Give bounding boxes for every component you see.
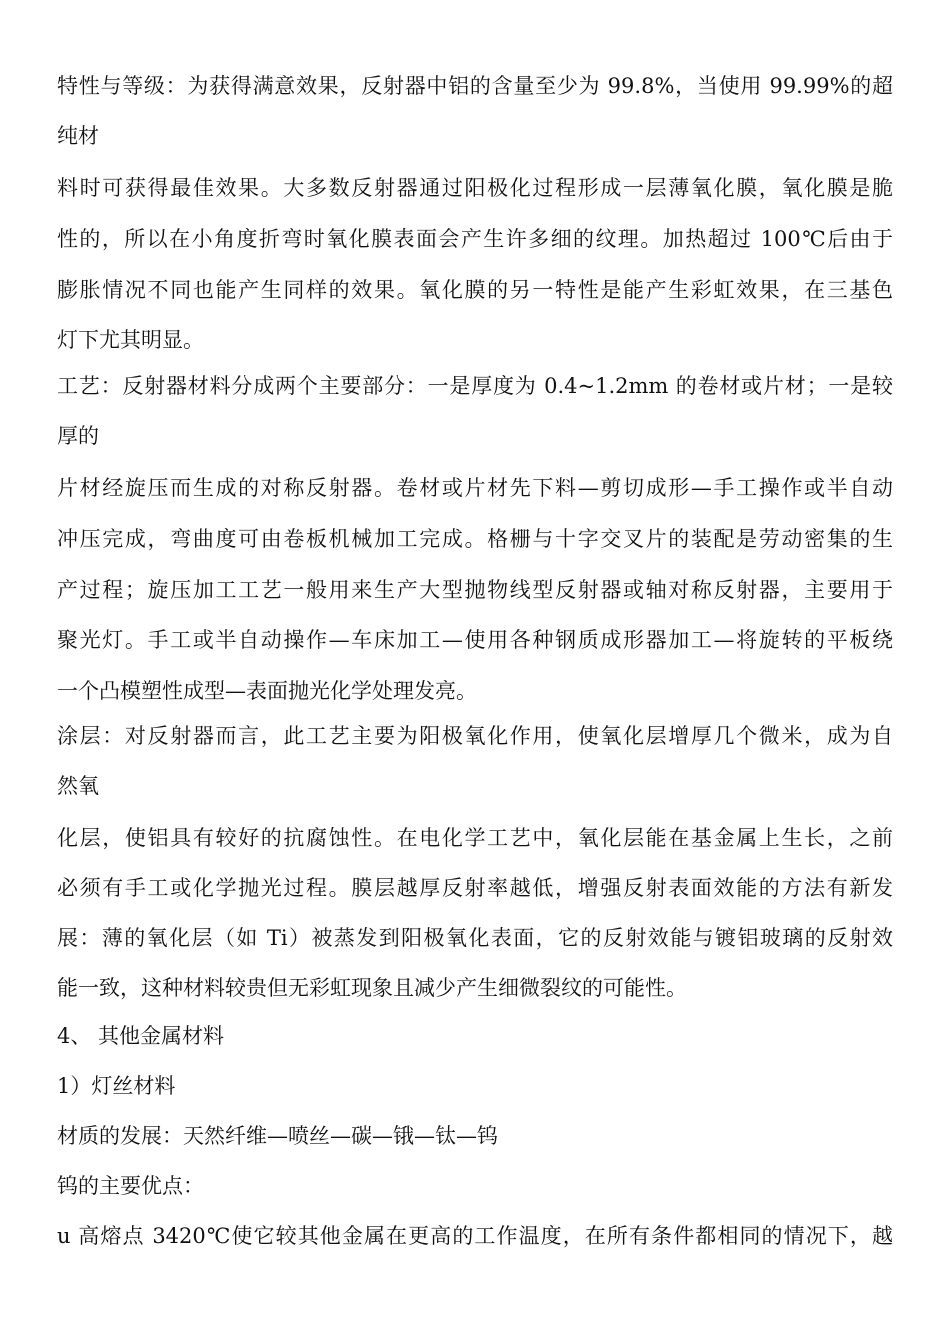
text-line: 聚光灯。手工或半自动操作—车床加工—使用各种钢质成形器加工—将旋转的平板绕: [57, 628, 893, 652]
text-line: u 高熔点 3420℃使它较其他金属在更高的工作温度，在所有条件都相同的情况下，越: [57, 1224, 893, 1248]
text-line: 料时可获得最佳效果。大多数反射器通过阳极化过程形成一层薄氧化膜，氧化膜是脆: [57, 176, 893, 200]
text-line: 性的，所以在小角度折弯时氧化膜表面会产生许多细的纹理。加热超过 100℃后由于: [57, 227, 893, 251]
text-line: 材质的发展：天然纤维—喷丝—碳—锇—钛—钨: [57, 1124, 498, 1148]
text-line: 膨胀情况不同也能产生同样的效果。氧化膜的另一特性是能产生彩虹效果，在三基色: [57, 278, 893, 302]
section-heading: 4、 其他金属材料: [57, 1024, 225, 1048]
text-line: 灯下尤其明显。: [57, 328, 204, 352]
text-line: 产过程；旋压加工工艺一般用来生产大型抛物线型反射器或轴对称反射器，主要用于: [57, 578, 893, 602]
text-line: 纯材: [57, 124, 99, 148]
text-line: 然氧: [57, 774, 99, 798]
text-line: 工艺：反射器材料分成两个主要部分：一是厚度为 0.4~1.2mm 的卷材或片材；一是较: [57, 374, 893, 398]
text-line: 厚的: [57, 424, 99, 448]
text-line: 一个凸模塑性成型—表面抛光化学处理发亮。: [57, 679, 477, 703]
subsection-heading: 1）灯丝材料: [57, 1074, 176, 1098]
text-line: 冲压完成，弯曲度可由卷板机械加工完成。格栅与十字交叉片的装配是劳动密集的生: [57, 527, 893, 551]
text-line: 钨的主要优点：: [57, 1174, 204, 1198]
text-line: 展：薄的氧化层（如 Ti）被蒸发到阳极氧化表面，它的反射效能与镀铝玻璃的反射效: [57, 926, 893, 950]
text-line: 涂层：对反射器而言，此工艺主要为阳极氧化作用，使氧化层增厚几个微米，成为自: [57, 724, 893, 748]
text-line: 化层，使铝具有较好的抗腐蚀性。在电化学工艺中，氧化层能在基金属上生长，之前: [57, 826, 893, 850]
text-line: 特性与等级：为获得满意效果，反射器中铝的含量至少为 99.8%，当使用 99.99%的超: [57, 74, 893, 98]
text-line: 能一致，这种材料较贵但无彩虹现象且减少产生细微裂纹的可能性。: [57, 976, 687, 1000]
text-line: 片材经旋压而生成的对称反射器。卷材或片材先下料—剪切成形—手工操作或半自动: [57, 476, 893, 500]
text-line: 必须有手工或化学抛光过程。膜层越厚反射率越低，增强反射表面效能的方法有新发: [57, 876, 893, 900]
